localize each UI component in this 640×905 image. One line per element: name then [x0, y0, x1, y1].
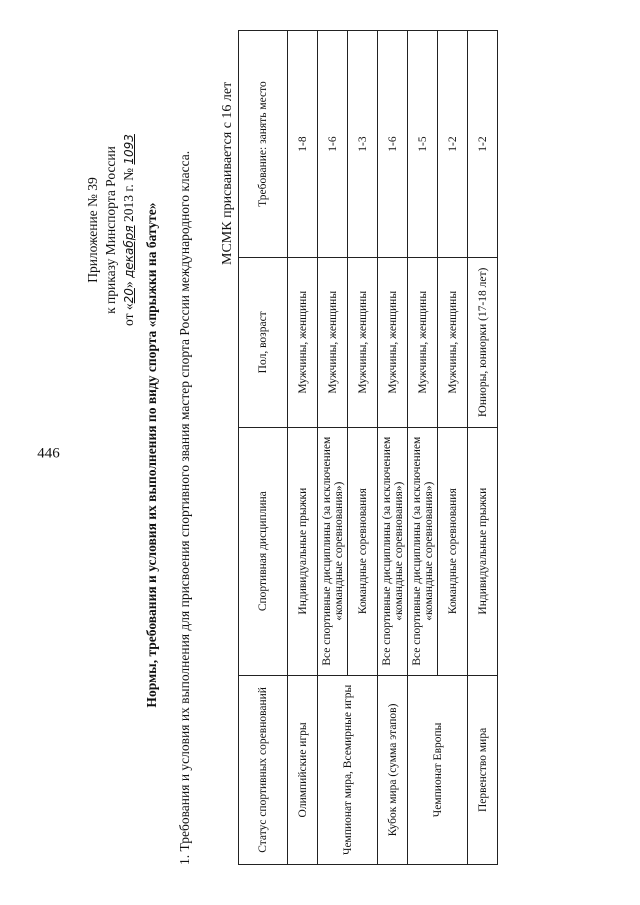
appendix-date-line	[120, 75, 138, 385]
handwritten-day: 20	[122, 288, 136, 304]
requirements-table	[238, 30, 498, 865]
cell-status: Первенство мира	[468, 675, 498, 864]
table-row	[408, 31, 438, 865]
cell-sex-age: Мужчины, женщины	[288, 258, 318, 427]
cell-status: Кубок мира (сумма этапов)	[378, 675, 408, 864]
document-title: Нормы, требования и условия их выполнения по виду спорта «прыжки на батуте»	[144, 202, 159, 708]
cell-discipline: Командные соревнования	[348, 427, 378, 675]
cell-sex-age: Мужчины, женщины	[438, 258, 468, 427]
date-year: 2013 г. №	[121, 167, 136, 223]
cell-discipline: Индивидуальные прыжки	[468, 427, 498, 675]
header-sex-age: Пол, возраст	[239, 258, 288, 427]
cell-discipline: Все спортивные дисциплины (за исключением «командные соревнования»)	[378, 427, 408, 675]
appendix-header	[84, 75, 138, 385]
cell-place: 1-3	[348, 31, 378, 258]
section-title: 1. Требования и условия их выполнения для присвоения спортивного звания мастер спорта России международного класса.	[177, 150, 192, 865]
header-discipline: Спортивная дисциплина	[239, 427, 288, 675]
cell-place: 1-6	[378, 31, 408, 258]
table-header-row	[239, 31, 288, 865]
cell-place: 1-2	[468, 31, 498, 258]
table-row	[378, 31, 408, 865]
cell-status: Олимпийские игры	[288, 675, 318, 864]
table-row	[288, 31, 318, 865]
handwritten-order-number: 1093	[122, 134, 136, 165]
cell-place: 1-6	[318, 31, 348, 258]
cell-sex-age: Юниоры, юниорки (17-18 лет)	[468, 258, 498, 427]
cell-discipline: Все спортивные дисциплины (за исключением «командные соревнования»)	[318, 427, 348, 675]
date-mid: »	[121, 281, 136, 289]
cell-sex-age: Мужчины, женщины	[378, 258, 408, 427]
cell-sex-age: Мужчины, женщины	[348, 258, 378, 427]
cell-place: 1-8	[288, 31, 318, 258]
appendix-order-line: к приказу Минспорта России	[103, 146, 118, 314]
cell-sex-age: Мужчины, женщины	[408, 258, 438, 427]
cell-sex-age: Мужчины, женщины	[318, 258, 348, 427]
header-status: Статус спортивных соревнований	[239, 675, 288, 864]
msmk-age-note: МСМК присваивается с 16 лет	[220, 81, 235, 265]
table-row	[468, 31, 498, 865]
cell-status: Чемпионат Европы	[408, 675, 468, 864]
cell-place: 1-5	[408, 31, 438, 258]
header-place: Требование: занять место	[239, 31, 288, 258]
table-row	[318, 31, 348, 865]
cell-place: 1-2	[438, 31, 468, 258]
cell-discipline: Все спортивные дисциплины (за исключением «командные соревнования»)	[408, 427, 438, 675]
handwritten-month: декабря	[122, 225, 136, 278]
cell-discipline: Индивидуальные прыжки	[288, 427, 318, 675]
page-number: 446	[37, 445, 60, 462]
date-prefix: от «	[121, 303, 136, 326]
cell-discipline: Командные соревнования	[438, 427, 468, 675]
cell-status: Чемпионат мира, Всемирные игры	[318, 675, 378, 864]
appendix-title: Приложение № 39	[85, 177, 100, 283]
